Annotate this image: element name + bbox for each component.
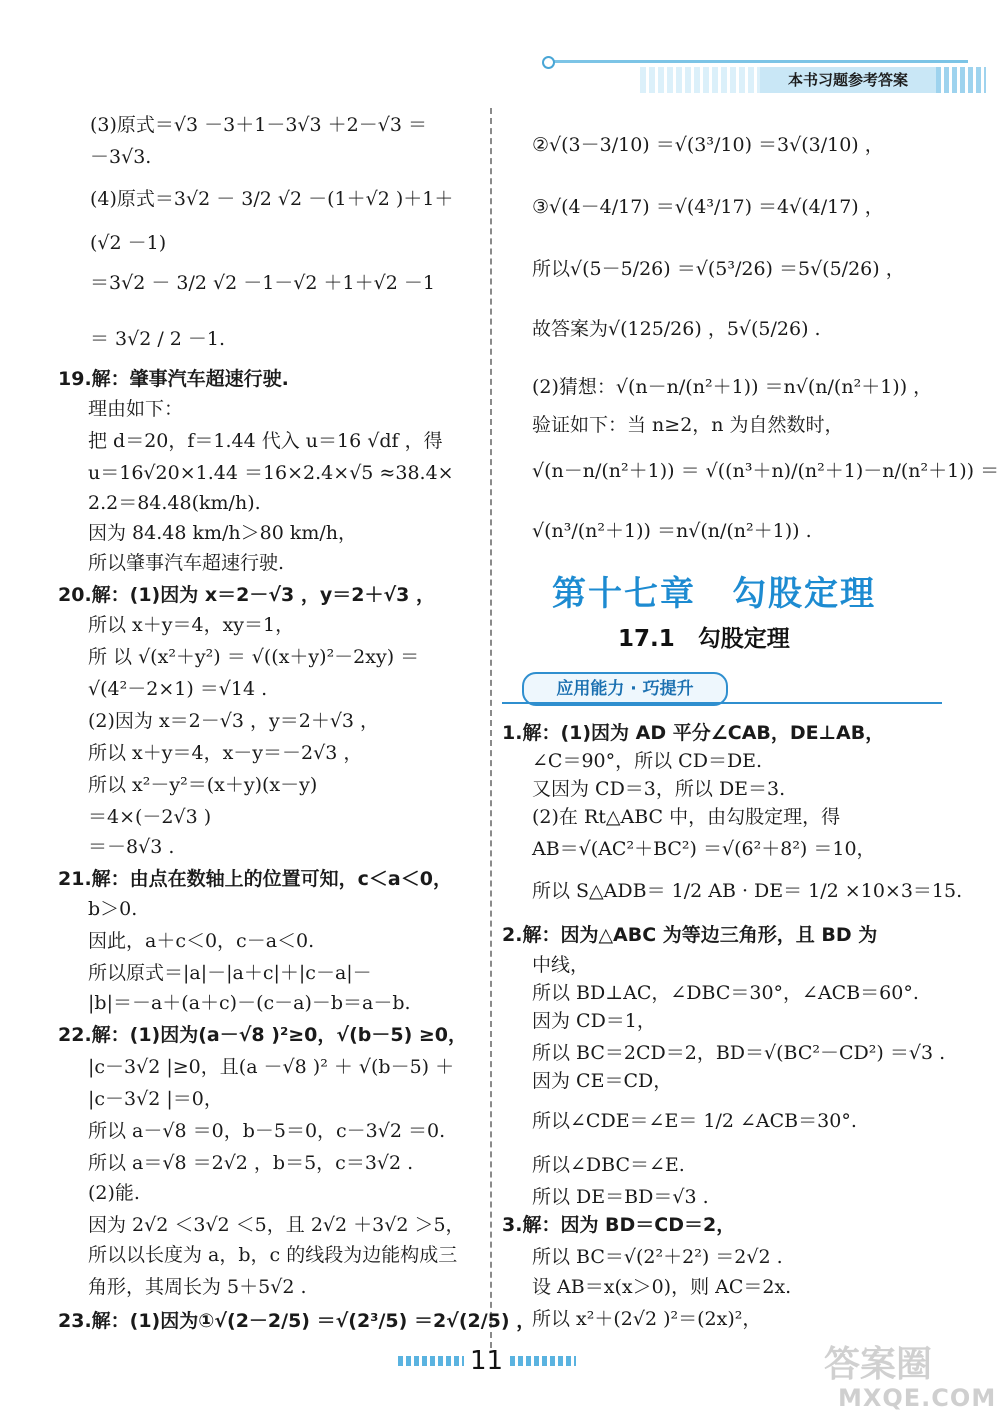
left-text-line: (2)能.: [88, 1182, 140, 1204]
page-number: 11: [470, 1346, 504, 1376]
right-text-line: 所以 BC＝2CD＝2，BD＝√(BC²－CD²) ＝√3 .: [532, 1042, 946, 1064]
right-text-line: 验证如下：当 n≥2，n 为自然数时，: [532, 414, 844, 436]
right-text-line: 故答案为√(125/26) ，5√(5/26) .: [532, 318, 821, 340]
right-text-line: 所以 BD⊥AC，∠DBC＝30°，∠ACB＝60°.: [532, 982, 919, 1004]
footer-deco-right: [510, 1356, 576, 1366]
header-dot: [542, 56, 555, 69]
right-text-line: (2)猜想：√(n－n/(n²＋1)) ＝n√(n/(n²＋1)) ，: [532, 376, 933, 398]
right-text-line: 因为 CD＝1，: [532, 1010, 656, 1032]
left-text-line: 所以 a－√8 ＝0，b－5＝0，c－3√2 ＝0.: [88, 1120, 446, 1142]
right-text-line: 因为 CE＝CD，: [532, 1070, 673, 1092]
right-text-line: 设 AB＝x(x＞0)，则 AC＝2x.: [532, 1276, 792, 1298]
header-tag: 本书习题参考答案: [760, 67, 936, 93]
left-text-line: |b|＝－a＋(a＋c)－(c－a)－b＝a－b.: [88, 992, 411, 1014]
column-divider: [490, 108, 492, 1348]
ability-badge: 应用能力 · 巧提升: [522, 672, 728, 706]
left-text-line: 所以以长度为 a，b，c 的线段为边能构成三: [88, 1244, 458, 1266]
left-text-line: 19.解：肇事汽车超速行驶.: [58, 368, 289, 390]
left-text-line: (4)原式＝3√2 － 3/2 √2 －(1＋√2 )＋1＋: [90, 188, 454, 210]
left-text-line: 21.解：由点在数轴上的位置可知，c＜a＜0，: [58, 868, 452, 890]
watermark-url: MXQE.COM: [838, 1384, 997, 1412]
left-text-line: 所以 x＋y＝4，xy＝1，: [88, 614, 295, 636]
left-text-line: ＝3√2 － 3/2 √2 －1－√2 ＋1＋√2 －1: [90, 272, 435, 294]
right-text-line: ②√(3－3/10) ＝√(3³/10) ＝3√(3/10) ，: [532, 134, 884, 156]
right-text-line: ∠C＝90°，所以 CD＝DE.: [532, 750, 763, 772]
right-text-line: 所以 S△ADB＝ 1/2 AB · DE＝ 1/2 ×10×3＝15.: [532, 880, 963, 902]
right-text-line: 3.解：因为 BD＝CD＝2，: [502, 1214, 736, 1236]
left-text-line: |c－3√2 |＝0，: [88, 1088, 223, 1110]
right-text-line: (2)在 Rt△ABC 中，由勾股定理，得: [532, 806, 841, 828]
right-text-line: 中线，: [532, 954, 590, 976]
left-text-line: (2)因为 x＝2－√3 ，y＝2＋√3 ，: [88, 710, 380, 732]
left-text-line: √(4²－2×1) ＝√14 .: [88, 678, 268, 700]
right-text-line: 又因为 CD＝3，所以 DE＝3.: [532, 778, 786, 800]
left-text-line: 20.解：(1)因为 x＝2－√3 ，y＝2＋√3 ，: [58, 584, 435, 606]
left-text-line: 因此，a＋c＜0，c－a＜0.: [88, 930, 315, 952]
left-text-line: 所以 x²－y²＝(x＋y)(x－y): [88, 774, 318, 796]
right-text-line: 1.解：(1)因为 AD 平分∠CAB，DE⊥AB，: [502, 722, 885, 744]
right-text-line: √(n³/(n²＋1)) ＝n√(n/(n²＋1)) .: [532, 520, 812, 542]
right-text-line: 所以∠CDE＝∠E＝ 1/2 ∠ACB＝30°.: [532, 1110, 857, 1132]
left-text-line: (3)原式＝√3 －3＋1－3√3 ＋2－√3 ＝: [90, 114, 427, 136]
left-text-line: 所以肇事汽车超速行驶.: [88, 552, 285, 574]
footer-deco-left: [398, 1356, 464, 1366]
left-text-line: 角形，其周长为 5＋5√2 .: [88, 1276, 307, 1298]
left-text-line: u＝16√20×1.44 ＝16×2.4×√5 ≈38.4×: [88, 462, 454, 484]
right-text-line: 所以∠DBC＝∠E.: [532, 1154, 685, 1176]
header-line: [548, 60, 968, 63]
right-text-line: 2.解：因为△ABC 为等边三角形，且 BD 为: [502, 924, 878, 946]
left-text-line: 所以原式＝|a|－|a＋c|＋|c－a|－: [88, 962, 372, 984]
left-text-line: 23.解：(1)因为①√(2－2/5) ＝√(2³/5) ＝2√(2/5) ，: [58, 1310, 536, 1332]
left-text-line: 22.解：(1)因为(a－√8 )²≥0，√(b－5) ≥0，: [58, 1024, 468, 1046]
chapter-title: 第十七章 勾股定理: [552, 574, 876, 614]
right-text-line: 所以√(5－5/26) ＝√(5³/26) ＝5√(5/26) ，: [532, 258, 905, 280]
left-text-line: 因为 84.48 km/h＞80 km/h，: [88, 522, 358, 544]
right-text-line: 所以 x²＋(2√2 )²＝(2x)²，: [532, 1308, 762, 1330]
left-text-line: 所以 x＋y＝4，x－y＝－2√3 ，: [88, 742, 363, 764]
header-stripes: [640, 67, 760, 93]
left-text-line: b＞0.: [88, 898, 138, 920]
left-text-line: ＝ 3√2 / 2 －1.: [90, 328, 226, 350]
left-text-line: 把 d＝20，f＝1.44 代入 u＝16 √df ，得: [88, 430, 443, 452]
left-text-line: 所以 a＝√8 ＝2√2 ，b＝5，c＝3√2 .: [88, 1152, 414, 1174]
ability-rule: [502, 702, 942, 704]
left-text-line: ＝－8√3 .: [88, 836, 175, 858]
left-text-line: 2.2＝84.48(km/h).: [88, 492, 261, 514]
left-text-line: ＝4×(－2√3 ): [88, 806, 212, 828]
left-text-line: 因为 2√2 ＜3√2 ＜5，且 2√2 ＋3√2 ＞5，: [88, 1214, 465, 1236]
section-title: 17.1 勾股定理: [618, 626, 790, 652]
left-text-line: |c－3√2 |≥0，且(a －√8 )² ＋ √(b－5) ＋: [88, 1056, 455, 1078]
watermark-logo: 答案圈: [824, 1344, 933, 1385]
right-text-line: ③√(4－4/17) ＝√(4³/17) ＝4√(4/17) ，: [532, 196, 884, 218]
left-text-line: －3√3.: [90, 146, 152, 168]
left-text-line: 所 以 √(x²＋y²) ＝ √((x＋y)²－2xy) ＝: [88, 646, 420, 668]
right-text-line: √(n－n/(n²＋1)) ＝ √((n³＋n)/(n²＋1)－n/(n²＋1)) ＝: [532, 460, 1000, 482]
right-text-line: 所以 BC＝√(2²＋2²) ＝2√2 .: [532, 1246, 783, 1268]
left-text-line: 理由如下：: [88, 398, 184, 420]
header-stripes-right: [936, 67, 986, 93]
right-text-line: AB＝√(AC²＋BC²) ＝√(6²＋8²) ＝10，: [532, 838, 876, 860]
left-text-line: (√2 －1): [90, 232, 167, 254]
right-text-line: 所以 DE＝BD＝√3 .: [532, 1186, 709, 1208]
